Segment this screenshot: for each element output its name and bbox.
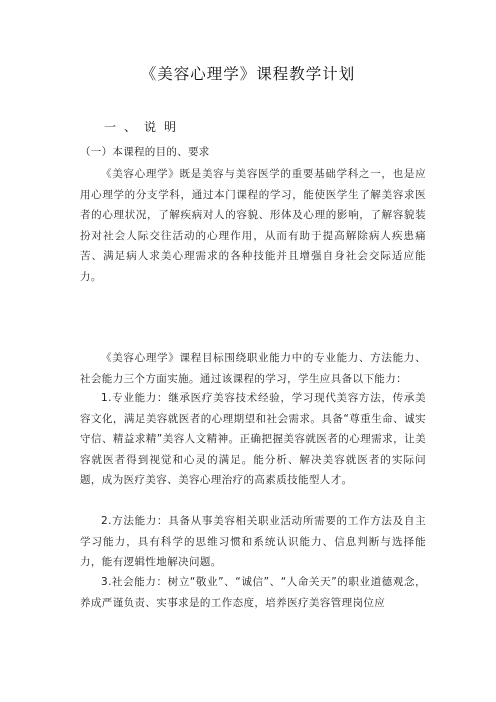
subsection-heading: （一）本课程的目的、要求 (80, 146, 210, 158)
paragraph-social-ability: 3.社会能力：树立“敬业”、“诚信”、“人命关天”的职业道德观念，养成严谨负责、实事求是的工作态度，培养医疗美容管理岗位应 (80, 576, 426, 609)
paragraph-intro: 《美容心理学》既是美容与美容医学的重要基础学科之一，也是应用心理学的分支学科，通过本门课程的学习，能使医学生了解美容求医者的心理状况，了解疾病对人的容貌、形体及心理的影响，了解容貌装扮对社会人际交往活动的心理作用，从而有助于提高解除病人疾患痛苦、满足病人求美心理需求的各种技能并且增强自身社会交际适应能力。 (80, 168, 426, 283)
section-heading: 一、说明 (104, 120, 185, 134)
paragraph-method-ability: 2.方法能力：具备从事美容相关职业活动所需要的工作方法及自主学习能力，具有科学的思维习惯和系统认识能力、信息判断与选择能力，能有逻辑性地解决问题。 (80, 515, 426, 569)
paragraph-professional-ability: 1.专业能力：继承医疗美容技术经验，学习现代美容方法，传承美容文化，满足美容就医者的心理期望和社会需求。具备“尊重生命、诚实守信、精益求精”美容人文精神。正确把握美容就医者的心理需求，让美容就医者得到视觉和心灵的满足。能分析、解决美容就医者的实际问题，成为医疗美容、美容心理治疗的高素质技能型人才。 (80, 392, 426, 487)
document-title: 《美容心理学》课程教学计划 (140, 65, 356, 83)
paragraph-objectives: 《美容心理学》课程目标围绕职业能力中的专业能力、方法能力、社会能力三个方面实施。通过该课程的学习，学生应具备以下能力： (80, 352, 426, 385)
